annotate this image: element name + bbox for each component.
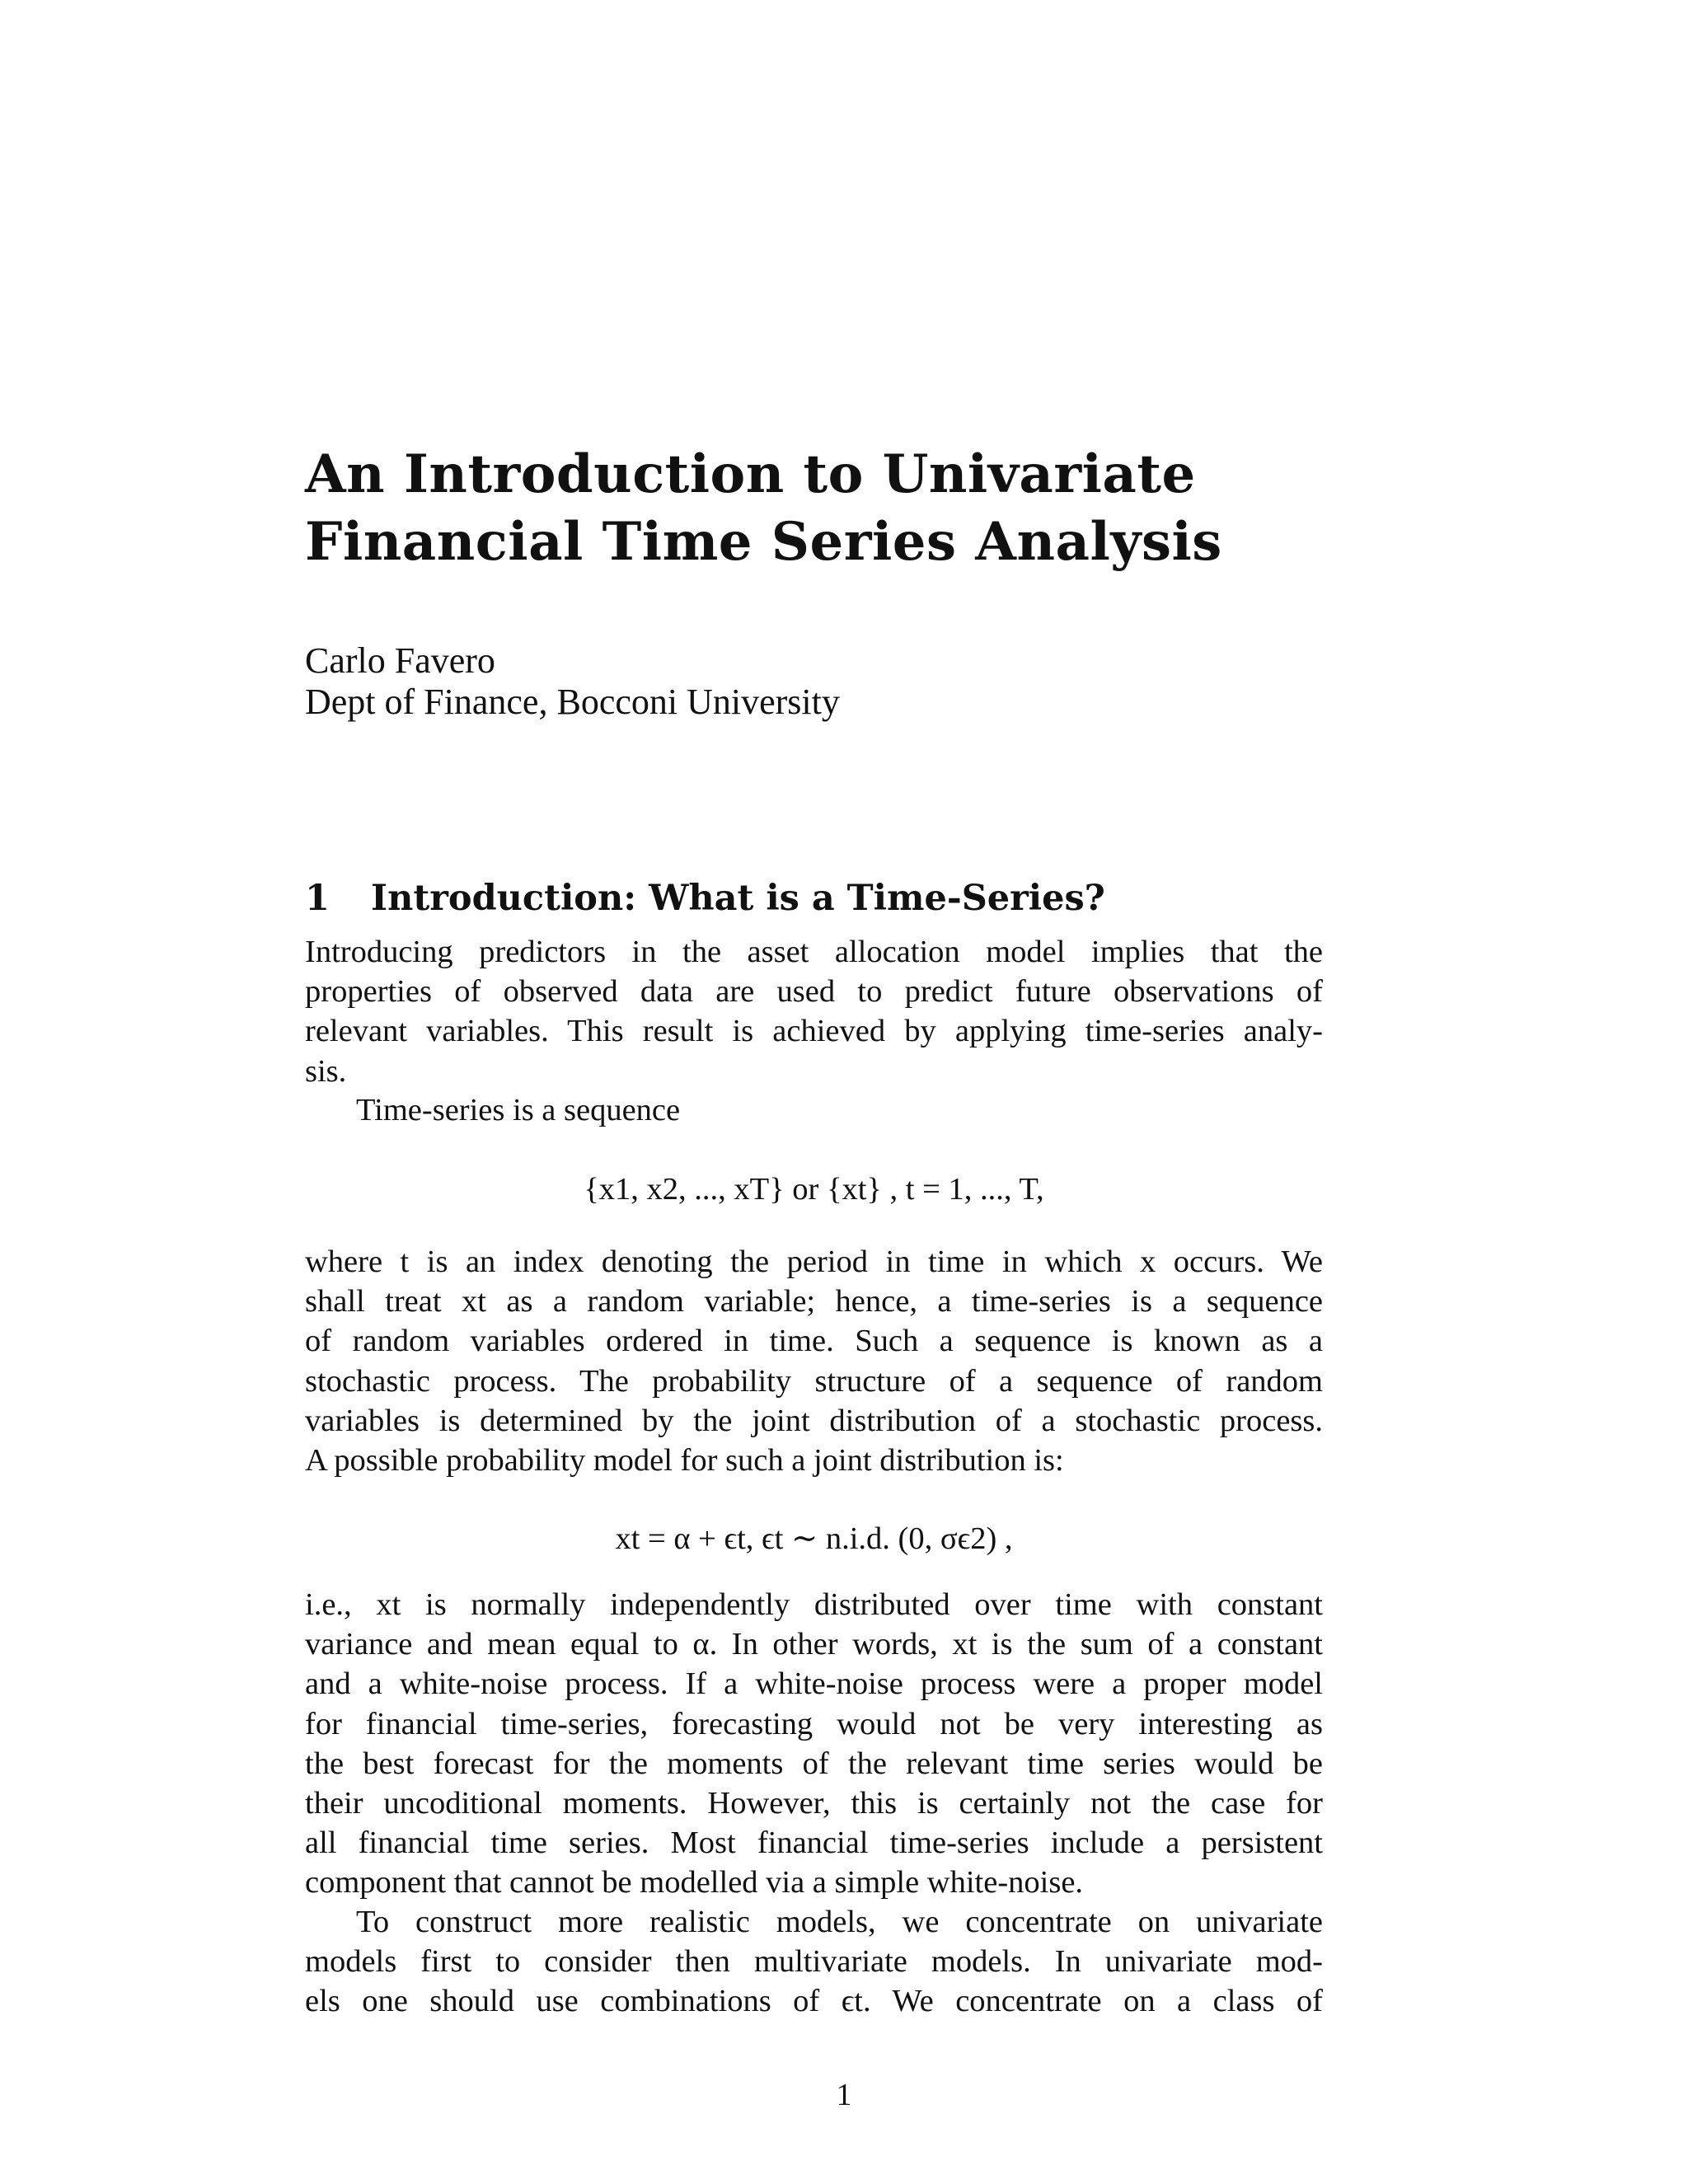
paragraph-line: shall treat xt as a random variable; hence, a time-series is a sequence bbox=[305, 1284, 1323, 1319]
paragraph-line: for financial time-series, forecasting would not be very interesting as bbox=[305, 1706, 1323, 1741]
paragraph-line: of random variables ordered in time. Such a sequence is known as a bbox=[305, 1324, 1323, 1359]
paragraph-line: the best forecast for the moments of the relevant time series would be bbox=[305, 1746, 1323, 1781]
section-title: Introduction: What is a Time-Series? bbox=[371, 878, 1105, 919]
paragraph-line: their uncoditional moments. However, this is certainly not the case for bbox=[305, 1785, 1323, 1821]
author-affiliation: Dept of Finance, Bocconi University bbox=[305, 682, 840, 722]
paragraph-1 bbox=[305, 932, 1323, 1091]
paper-title bbox=[305, 441, 1376, 576]
paragraph-5 bbox=[305, 1902, 1323, 2022]
paragraph-line: sis. bbox=[305, 1053, 347, 1089]
author-name: Carlo Favero bbox=[305, 640, 495, 681]
paragraph-line: To construct more realistic models, we concentrate on univariate bbox=[356, 1905, 1323, 1939]
paragraph-line: where t is an index denoting the period in time in which x occurs. We bbox=[305, 1244, 1323, 1279]
section-number: 1 bbox=[305, 878, 330, 919]
equation-sequence bbox=[305, 1169, 1323, 1210]
paragraph-line: Introducing predictors in the asset allocation model implies that the bbox=[305, 935, 1323, 969]
paragraph-line: stochastic process. The probability structure of a sequence of random bbox=[305, 1363, 1323, 1399]
equation-text: xt = α + ϵt, ϵt ∼ n.i.d. (0, σϵ2) , bbox=[615, 1521, 1013, 1556]
paragraph-line: and a white-noise process. If a white-noise process were a proper model bbox=[305, 1666, 1323, 1702]
paragraph-line: component that cannot be modelled via a simple white-noise. bbox=[305, 1865, 1084, 1900]
paragraph-line: all financial time series. Most financial time-series include a persistent bbox=[305, 1825, 1323, 1861]
paragraph-line: properties of observed data are used to predict future observations of bbox=[305, 974, 1323, 1010]
title-line-1: An Introduction to Univariate bbox=[305, 443, 1196, 505]
author-block bbox=[305, 640, 840, 723]
page-number: 1 bbox=[836, 2078, 852, 2112]
paragraph-line: variables is determined by the joint distribution of a stochastic process. bbox=[305, 1403, 1323, 1438]
title-line-2: Financial Time Series Analysis bbox=[305, 511, 1222, 573]
paragraph-line: i.e., xt is normally independently distributed over time with constant bbox=[305, 1587, 1323, 1622]
paragraph-4 bbox=[305, 1585, 1323, 1903]
paragraph-line: relevant variables. This result is achieved by applying time-series analy- bbox=[305, 1014, 1323, 1049]
section-heading bbox=[305, 875, 1105, 921]
paragraph-line: els one should use combinations of ϵt. We concentrate on a class of bbox=[305, 1984, 1323, 2019]
paragraph-line: A possible probability model for such a joint distribution is: bbox=[305, 1442, 1064, 1478]
paragraph-line: models first to consider then multivariate models. In univariate mod- bbox=[305, 1944, 1323, 1980]
paragraph-line: Time-series is a sequence bbox=[356, 1093, 681, 1127]
paragraph-line: variance and mean equal to α. In other words, xt is the sum of a constant bbox=[305, 1627, 1323, 1662]
equation-white-noise-model bbox=[305, 1518, 1323, 1559]
equation-text: {x1, x2, ..., xT} or {xt} , t = 1, ..., T, bbox=[584, 1172, 1044, 1207]
paragraph-3 bbox=[305, 1242, 1323, 1480]
paragraph-2 bbox=[305, 1090, 1323, 1130]
